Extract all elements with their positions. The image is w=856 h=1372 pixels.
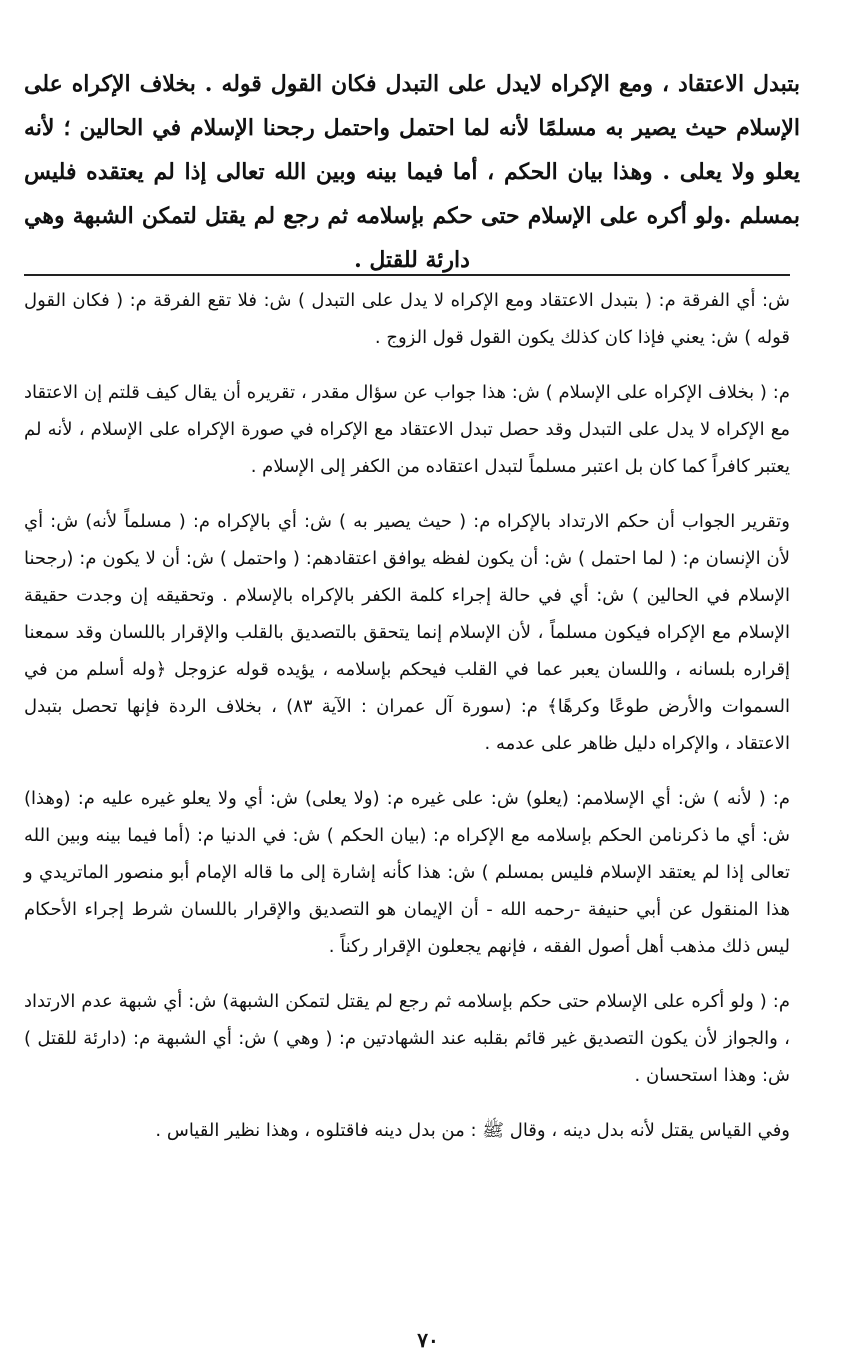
commentary-paragraph-6: وفي القياس يقتل لأنه بدل دينه ، وقال ﷺ : من بدل دينه فاقتلوه ، وهذا نظير القياس . xyxy=(155,1120,790,1141)
commentary-paragraph-3: وتقرير الجواب أن حكم الارتداد بالإكراه م: ( حيث يصير به ) ش: أي بالإكراه م: ( مسلماً لأنه) ش: أي لأن الإنسان م: ( لما احتمل ) ش: أن يكون لفظه يوافق اعتقادهم: ( واحتمل ) ش: أن لا يكون م: (رجحنا الإسلام في الحالين ) ش: أي في حالة إجراء كلمة الكفر بالإكراه بالإسلام . وتحقيقه إن وجدت حقيقة الإسلام مع الإكراه فيكون مسلماً ، لأن الإسلام إنما يتحقق بالتصديق بالقلب والإقرار باللسان وقد سمعنا إقراره بلسانه ، واللسان يعبر عما في القلب فيحكم بإسلامه ، يؤيده قوله عزوجل ﴿وله أسلم من في السموات والأرض طوعًا وكرهًا﴾ م: (سورة آل عمران : الآية ٨٣) ، بخلاف الردة فإنها تحصل بتبدل الاعتقاد ، والإكراه دليل ظاهر على عدمه . xyxy=(24,511,790,754)
commentary-paragraph-1: ش: أي الفرقة م: ( بتبدل الاعتقاد ومع الإكراه لا يدل على التبدل ) ش: فلا تقع الفرقة م: ( فكان القول قوله ) ش: يعني فإذا كان كذلك يكون القول قول الزوج . xyxy=(24,290,790,348)
commentary-section xyxy=(24,282,790,1167)
main-text: بتبدل الاعتقاد ، ومع الإكراه لايدل على التبدل فكان القول قوله . بخلاف الإكراه على الإسلام حيث يصير به مسلمًا لأنه لما احتمل واحتمل رجحنا الإسلام في الحالين ؛ لأنه يعلو ولا يعلى . وهذا بيان الحكم ، أما فيما بينه وبين الله تعالى إذا لم يعتقده فليس بمسلم .ولو أكره على الإسلام حتى حكم بإسلامه ثم رجع لم يقتل لتمكن الشبهة وهي دارئة للقتل . xyxy=(24,71,800,273)
separator-line xyxy=(24,274,790,276)
commentary-paragraph-4: م: ( لأنه ) ش: أي الإسلامم: (يعلو) ش: على غيره م: (ولا يعلى) ش: أي ولا يعلو غيره عليه م: (وهذا) ش: أي ما ذكرنامن الحكم بإسلامه مع الإكراه م: (بيان الحكم ) ش: في الدنيا م: (أما فيما بينه وبين الله تعالى إذا لم يعتقد الإسلام فليس بمسلم ) ش: هذا كأنه إشارة إلى ما قاله الإمام أبو منصور الماتريدي و هذا المنقول عن أبي حنيفة -رحمه الله - أن الإيمان هو التصديق والإقرار باللسان شرط إجراء الأحكام ليس ذلك مذهب أهل أصول الفقه ، فإنهم يجعلون الإقرار ركناً . xyxy=(24,788,790,957)
commentary-paragraph-2: م: ( بخلاف الإكراه على الإسلام ) ش: هذا جواب عن سؤال مقدر ، تقريره أن يقال كيف قلتم إن الاعتقاد مع الإكراه لا يدل على التبدل وقد حصل تبدل الاعتقاد مع الإكراه في صورة الإكراه على الإسلام ، لأنه لم يعتبر كافراً كما كان بل اعتبر مسلماً لتبدل اعتقاده من الكفر إلى الإسلام . xyxy=(24,382,790,477)
page-number: ٧٠ xyxy=(417,1328,439,1352)
commentary-paragraph-5: م: ( ولو أكره على الإسلام حتى حكم بإسلامه ثم رجع لم يقتل لتمكن الشبهة) ش: أي شبهة عدم الارتداد ، والجواز لأن يكون التصديق غير قائم بقلبه عند الشهادتين م: ( وهي ) ش: أي الشبهة م: (دارئة للقتل ) ش: وهذا استحسان . xyxy=(24,991,790,1086)
